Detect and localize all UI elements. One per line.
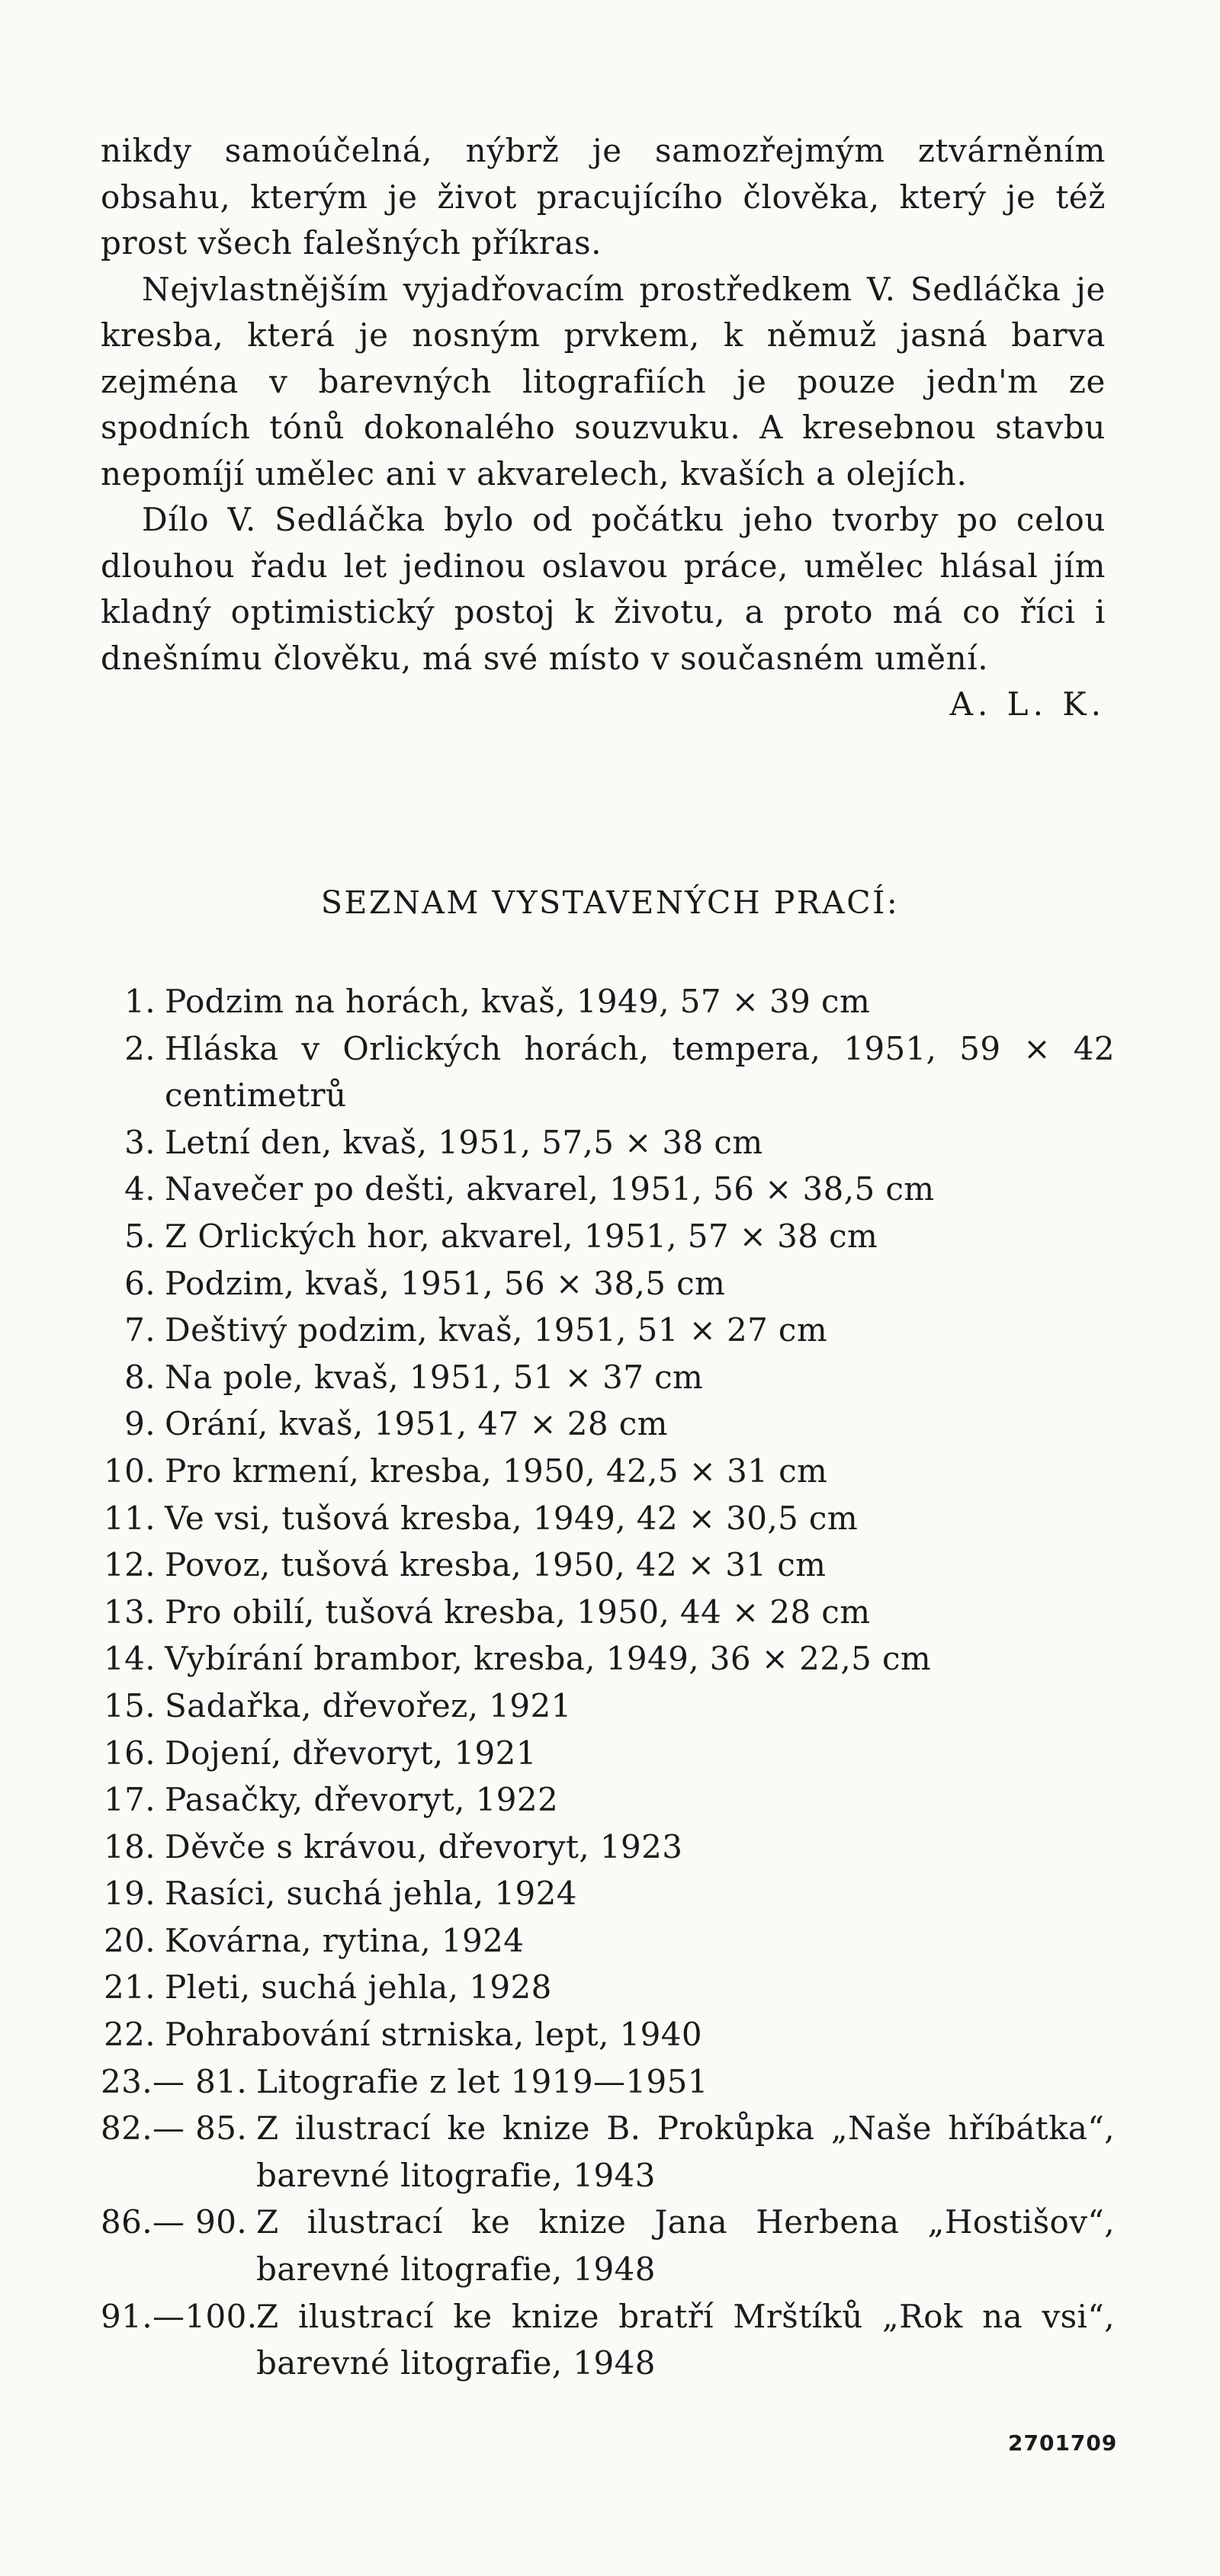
- item-number: 4.: [124, 1170, 156, 1208]
- list-item: [101, 1354, 1115, 1401]
- intro-text: [101, 128, 1106, 728]
- item-number: 86.— 90.: [101, 2203, 248, 2241]
- list-item: [101, 1917, 1115, 1965]
- list-item: [101, 2058, 1115, 2106]
- list-item: [101, 2293, 1115, 2387]
- list-item: [101, 1400, 1115, 1448]
- item-number: 6.: [124, 1264, 156, 1302]
- list-item: [101, 1541, 1115, 1589]
- item-number: 91.—100.: [101, 2297, 258, 2335]
- list-item: [101, 1119, 1115, 1166]
- item-number: 12.: [104, 1546, 156, 1584]
- works-list-heading: SEZNAM VYSTAVENÝCH PRACÍ:: [320, 884, 900, 921]
- item-text: Rasíci, suchá jehla, 1924: [165, 1875, 577, 1913]
- item-number: 82.— 85.: [101, 2109, 248, 2148]
- item-text: Dojení, dřevoryt, 1921: [165, 1734, 537, 1772]
- intro-paragraph-3-text: Dílo V. Sedláčka bylo od počátku jeho tvorby po celou dlouhou řadu let jedinou oslavou práce, umělec hlásal jím kladný optimistický postoj k životu, a proto má co říci i dnešnímu člověku, má své místo v současném umění.: [101, 501, 1106, 677]
- item-number: 21.: [104, 1968, 156, 2007]
- item-text: Z ilustrací ke knize bratří Mrštíků „Rok na vsi“, barevné litografie, 1948: [256, 2297, 1115, 2382]
- item-number: 8.: [124, 1358, 156, 1396]
- item-text: Deštivý podzim, kvaš, 1951, 51 × 27 cm: [165, 1311, 828, 1349]
- item-text: Pleti, suchá jehla, 1928: [165, 1968, 552, 2007]
- list-item: [101, 1495, 1115, 1542]
- intro-paragraph-2: Nejvlastnějším vyjadřovacím prostředkem V. Sedláčka je kresba, která je nosným prvkem, k němuž jasná barva zejména v barevných litografiích je pouze jedn'm ze spodních tónů dokonalého souzvuku. A kresebnou stavbu nepomíjí umělec ani v akvarelech, kvaších a olejích.: [101, 270, 1106, 492]
- item-number: 23.— 81.: [101, 2062, 248, 2100]
- item-text: Děvče s krávou, dřevoryt, 1923: [165, 1827, 683, 1865]
- item-text: Letní den, kvaš, 1951, 57,5 × 38 cm: [165, 1123, 763, 1161]
- item-number: 22.: [104, 2016, 156, 2054]
- list-item: [101, 1683, 1115, 1730]
- item-text: Povoz, tušová kresba, 1950, 42 × 31 cm: [165, 1546, 827, 1584]
- item-number: 9.: [124, 1405, 156, 1443]
- intro-paragraph-1: nikdy samoúčelná, nýbrž je samozřejmým ztvárněním obsahu, kterým je život pracujícího člověka, který je též prost všech falešných příkras.: [101, 132, 1106, 261]
- item-number: 13.: [104, 1593, 156, 1631]
- list-item: [101, 1025, 1115, 1119]
- item-text: Kovárna, rytina, 1924: [165, 1921, 525, 1959]
- item-number: 7.: [124, 1311, 156, 1349]
- item-number: 5.: [124, 1217, 156, 1255]
- list-item: [101, 1776, 1115, 1824]
- item-text: Sadařka, dřevořez, 1921: [165, 1686, 572, 1724]
- list-item: [101, 2105, 1115, 2199]
- item-text: Z ilustrací ke knize Jana Herbena „Hostišov“, barevné litografie, 1948: [256, 2203, 1115, 2289]
- item-text: Na pole, kvaš, 1951, 51 × 37 cm: [165, 1358, 704, 1396]
- item-number: 14.: [104, 1640, 156, 1678]
- list-item: [101, 1213, 1115, 1260]
- item-text: Pro obilí, tušová kresba, 1950, 44 × 28 cm: [165, 1593, 871, 1631]
- list-item: [101, 1824, 1115, 1871]
- item-number: 2.: [124, 1029, 156, 1067]
- item-text: Orání, kvaš, 1951, 47 × 28 cm: [165, 1405, 668, 1443]
- list-item: [101, 2199, 1115, 2292]
- list-item: [101, 978, 1115, 1025]
- list-item: [101, 1307, 1115, 1354]
- item-text: Z ilustrací ke knize B. Prokůpka „Naše hříbátka“, barevné litografie, 1943: [256, 2109, 1115, 2194]
- item-text: Ve vsi, tušová kresba, 1949, 42 × 30,5 cm: [165, 1499, 859, 1537]
- list-item: [101, 1964, 1115, 2011]
- list-item: [101, 2011, 1115, 2058]
- item-text: Vybírání brambor, kresba, 1949, 36 × 22,5 cm: [165, 1640, 932, 1678]
- item-text: Litografie z let 1919—1951: [256, 2062, 708, 2100]
- item-text: Pohrabování strniska, lept, 1940: [165, 2016, 702, 2054]
- item-text: Navečer po dešti, akvarel, 1951, 56 × 38,5 cm: [165, 1170, 935, 1208]
- works-list: [101, 978, 1115, 2387]
- item-text: Pro krmení, kresba, 1950, 42,5 × 31 cm: [165, 1452, 828, 1490]
- list-item: [101, 1870, 1115, 1917]
- item-text: Hláska v Orlických horách, tempera, 1951, 59 × 42 centimetrů: [165, 1029, 1115, 1115]
- list-item: [101, 1166, 1115, 1213]
- item-number: 19.: [104, 1875, 156, 1913]
- item-text: Z Orlických hor, akvarel, 1951, 57 × 38 cm: [165, 1217, 878, 1255]
- item-number: 3.: [124, 1123, 156, 1161]
- item-number: 10.: [104, 1452, 156, 1490]
- author-signature: A. L. K.: [949, 685, 1106, 723]
- item-text: Podzim, kvaš, 1951, 56 × 38,5 cm: [165, 1264, 726, 1302]
- list-item: [101, 1260, 1115, 1307]
- list-item: [101, 1448, 1115, 1495]
- list-item: [101, 1730, 1115, 1777]
- list-item: [101, 1635, 1115, 1683]
- item-number: 11.: [104, 1499, 156, 1537]
- item-text: Pasačky, dřevoryt, 1922: [165, 1781, 559, 1819]
- item-number: 20.: [104, 1921, 156, 1959]
- list-item: [101, 1589, 1115, 1636]
- item-number: 18.: [104, 1827, 156, 1865]
- item-number: 16.: [104, 1734, 156, 1772]
- item-number: 15.: [104, 1686, 156, 1724]
- print-code: 2701709: [1008, 2430, 1118, 2456]
- item-text: Podzim na horách, kvaš, 1949, 57 × 39 cm: [165, 983, 871, 1020]
- item-number: 1.: [124, 983, 156, 1020]
- intro-paragraph-3: [101, 497, 1106, 723]
- item-number: 17.: [104, 1781, 156, 1819]
